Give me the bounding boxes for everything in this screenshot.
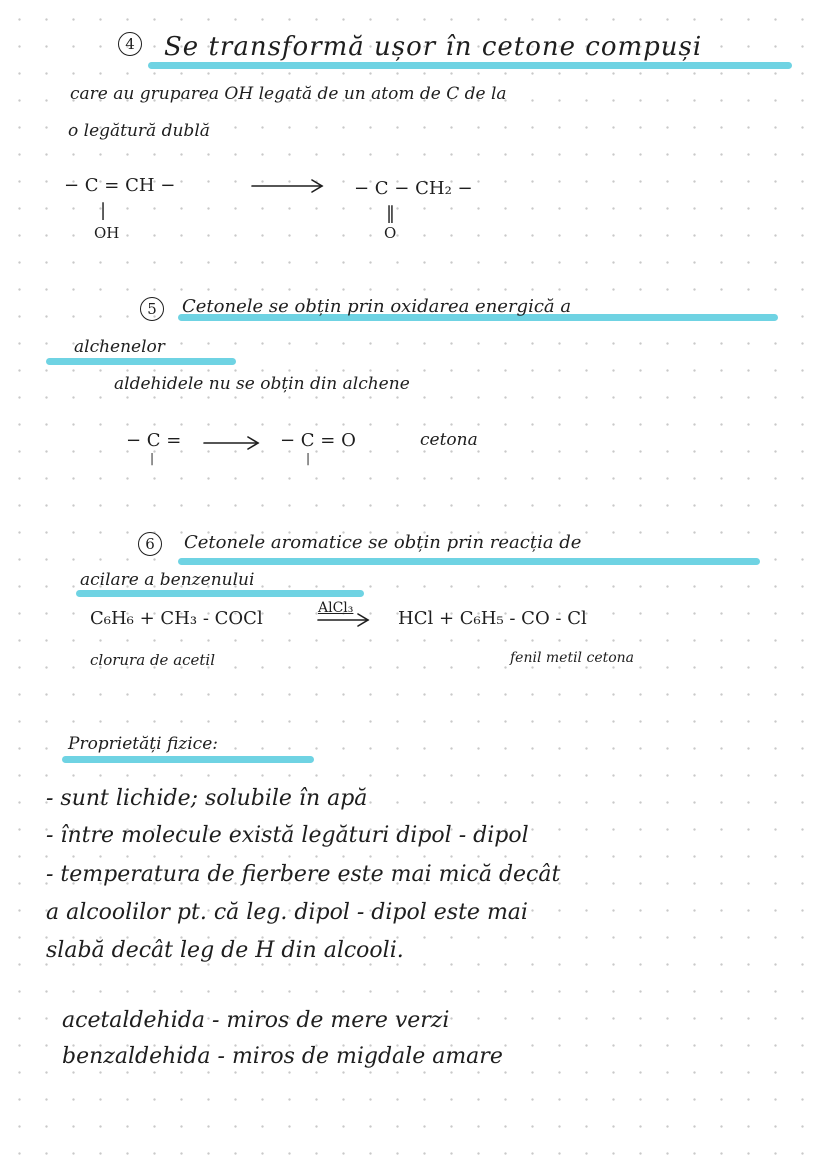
highlight-line-5 <box>46 358 236 365</box>
property-line-5: slabă decât leg de H din alcooli. <box>46 938 404 963</box>
section-4-line-2: care au gruparea OH legată de un atom de C de la <box>70 84 507 104</box>
property-line-1: - sunt lichide; solubile în apă <box>46 786 368 811</box>
section-5-line-3: aldehidele nu se obțin din alchene <box>114 374 410 394</box>
section-4-title: Se transformă ușor în cetone compuși <box>164 32 703 62</box>
section-5-line-2: alchenelor <box>74 337 165 357</box>
reaction-6-label-right: fenil metil cetona <box>510 650 635 666</box>
section-number-5: 5 <box>140 297 164 321</box>
reaction-4-product-top: − C − CH₂ − <box>354 178 473 199</box>
reaction-5-product: − C = O <box>280 430 356 451</box>
reaction-4-product-bottom: O <box>384 224 397 242</box>
section-4-line-3: o legătură dublă <box>68 121 210 141</box>
highlight-properties <box>62 756 314 763</box>
section-6-line-2: acilare a benzenului <box>80 570 255 590</box>
highlight-line-6 <box>76 590 364 597</box>
property-line-2: - între molecule există legături dipol - dipol <box>46 823 529 848</box>
property-line-4: a alcoolilor pt. că leg. dipol - dipol este mai <box>46 900 528 925</box>
reaction-4-reactant-bond: | <box>100 200 107 221</box>
reaction-5-reactant: − C = <box>126 430 182 451</box>
highlight-title-6 <box>178 558 760 565</box>
section-number-4: 4 <box>118 32 142 56</box>
reaction-6-left: C₆H₆ + CH₃ - COCl <box>90 608 263 629</box>
example-acetaldehida: acetaldehida - miros de mere verzi <box>62 1008 450 1033</box>
reaction-5-reactant-bond: | <box>150 451 155 465</box>
section-number-6: 6 <box>138 532 162 556</box>
reaction-6-label-left: clorura de acetil <box>90 651 216 669</box>
reaction-4-product-bond: ‖ <box>386 203 395 224</box>
reaction-5-product-bond: | <box>306 451 311 465</box>
properties-title: Proprietăți fizice: <box>68 734 218 754</box>
property-line-3: - temperatura de fierbere este mai mică decât <box>46 862 561 887</box>
section-5-title: Cetonele se obțin prin oxidarea energică a <box>182 296 572 317</box>
reaction-6-right: HCl + C₆H₅ - CO - Cl <box>398 608 587 629</box>
reaction-5-product-name: cetona <box>420 430 478 450</box>
reaction-6-catalyst: AlCl₃ <box>318 600 354 616</box>
example-benzaldehida: benzaldehida - miros de migdale amare <box>62 1044 503 1069</box>
reaction-4-reactant-bottom: OH <box>94 224 120 242</box>
reaction-4-reactant-top: − C = CH − <box>64 175 176 196</box>
section-6-title: Cetonele aromatice se obțin prin reacția de <box>184 532 582 553</box>
